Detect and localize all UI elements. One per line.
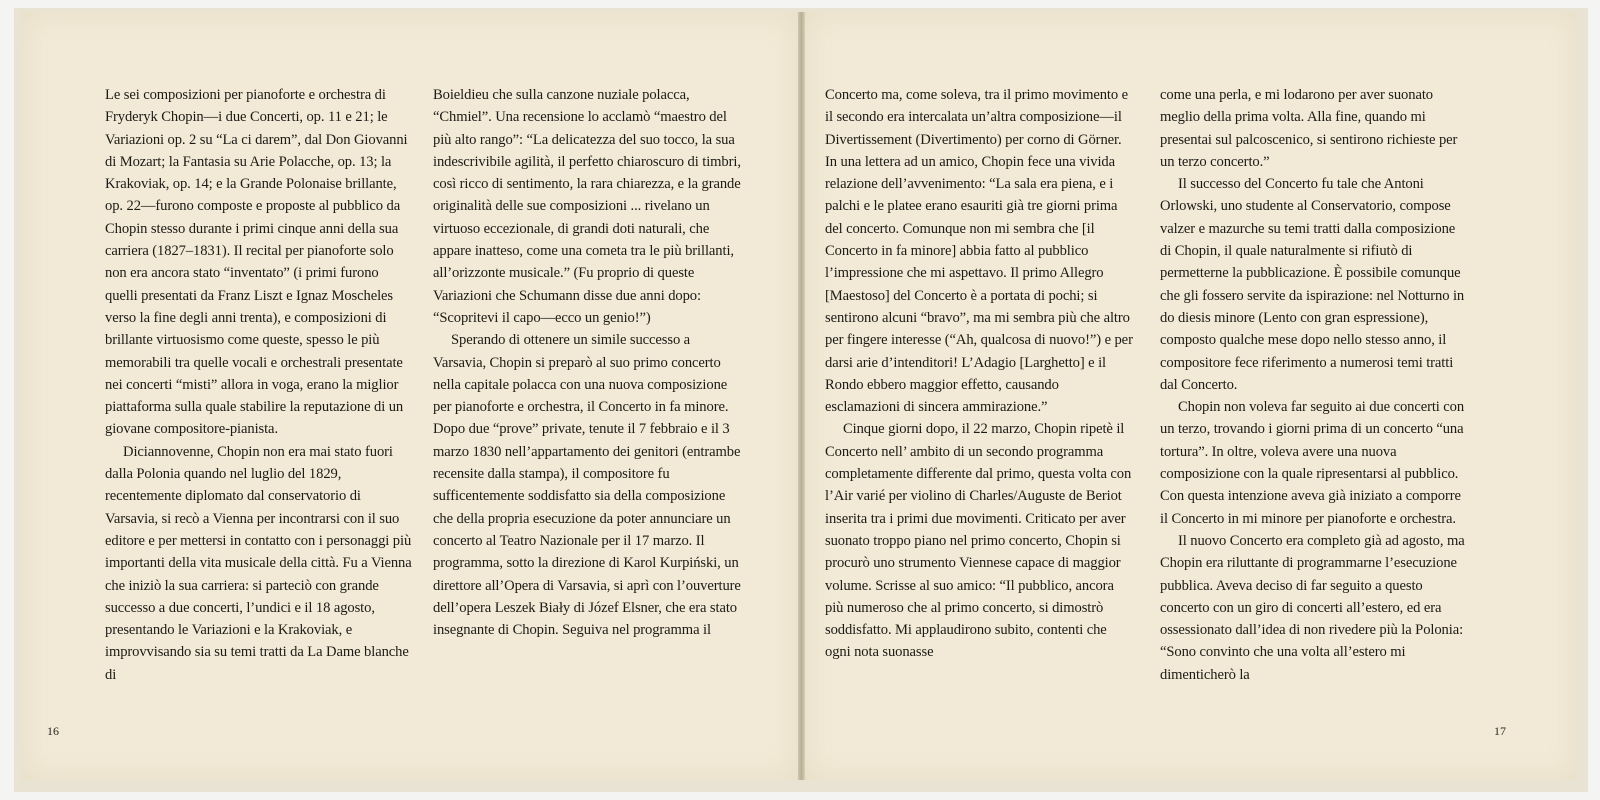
paragraph: come una perla, e mi lodarono per aver suonato meglio della prima volta. Alla fine, quando mi presentai sul palcoscenico, si sentirono richieste per un terzo concerto.” xyxy=(1160,87,1458,170)
paragraph: Cinque giorni dopo, il 22 marzo, Chopin ripetè il Concerto nell’ ambito di un secondo programma completamente differente dal primo, questa volta con l’Air varié per violino di Charles/Auguste de Beriot inserita tra i primi due movimenti. Criticato per aver suonato troppo piano nel primo concerto, Chopin si procurò uno strumento Viennese capace di maggior volume. Scrisse al suo amico: “Il pubblico, ancora più numeroso che al primo concerto, si dimostrò soddisfatto. Mi applaudirono subito, contenti che ogni nota suonasse xyxy=(825,421,1132,661)
right-page-column-1 xyxy=(825,84,1133,664)
paragraph: Concerto ma, come soleva, tra il primo movimento e il secondo era intercalata un’altra composizione—il Divertissement (Divertimento) per corno di Görner. In una lettera ad un amico, Chopin fece una vivida relazione dell’avvenimento: “La sala era piena, e i palchi e le platee erano esauriti già tre giorni prima del concerto. Comunque non mi sembra che [il Concerto in fa minore] abbia fatto al pubblico l’impressione che mi aspettavo. Il primo Allegro [Maestoso] del Concerto è a portata di pochi; si sentirono alcuni “bravo”, ma mi sembra più che altro per fingere interesse (“Ah, qualcosa di nuovo!”) e per darsi arie d’intenditori! L’Adagio [Larghetto] e il Rondo ebbero maggior effetto, causando esclamazioni di sincera ammirazione.” xyxy=(825,87,1133,416)
paragraph: Il nuovo Concerto era completo già ad agosto, ma Chopin era riluttante di programmarne l’esecuzione pubblica. Aveva deciso di far seguito a questo concerto con un giro di concerti all’estero, ed era ossessionato dall’idea di non rivedere più la Polonia: “Sono convinto che una volta all’estero mi dimenticherò la xyxy=(1160,532,1465,683)
book-gutter xyxy=(798,12,805,780)
paragraph: Sperando di ottenere un simile successo a Varsavia, Chopin si preparò al suo primo concerto nella capitale polacca con una nuova composizione per pianoforte e orchestra, il Concerto in fa minore. Dopo due “prove” private, tenute il 7 febbraio e il 3 marzo 1830 nell’appartamento dei genitori (entrambe recensite dalla stampa), il compositore fu sufficentemente soddisfatto sia della composizione che della propria esecuzione da poter annunciare un concerto al Teatro Nazionale per il 17 marzo. Il programma, sotto la direzione di Karol Kurpiński, un direttore all’Opera di Varsavia, si aprì con l’ouverture dell’opera Leszek Biały di Józef Elsner, che era stato insegnante di Chopin. Seguiva nel programma il xyxy=(433,332,741,639)
page-number: 17 xyxy=(1494,724,1506,738)
paragraph: Chopin non voleva far seguito ai due concerti con un terzo, trovando i giorni prima di un concerto “una tortura”. In oltre, voleva avere una nuova composizione con la quale ripresentarsi al pubblico. Con questa intenzione aveva già iniziato a comporre il Concerto in mi minore per pianoforte e orchestra. xyxy=(1160,399,1465,527)
left-page-column-2 xyxy=(433,84,741,641)
paragraph: Diciannovenne, Chopin non era mai stato fuori dalla Polonia quando nel luglio del 1829, recentemente diplomato dal conservatorio di Varsavia, si recò a Vienna per incontrarsi con il suo editore e per mettersi in contatto con i personaggi più importanti della vita musicale della città. Fu a Vienna che iniziò la sua carriera: si parteciò con grande successo a due concerti, l’undici e il 18 agosto, presentando le Variazioni e la Krakoviak, e improvvisando sia su temi tratti da La Dame blanche di xyxy=(105,443,412,683)
paragraph: Il successo del Concerto fu tale che Antoni Orlowski, uno studente al Conservatorio, compose valzer e mazurche su temi tratti dalla composizione di Chopin, il quale naturalmente si rifiutò di permetterne la pubblicazione. È possibile comunque che gli fossero servite da ispirazione: nel Notturno in do diesis minore (Lento con gran espressione), composto qualche mese dopo nello stesso anno, il compositore fece riferimento a numerosi temi tratti dal Concerto. xyxy=(1160,176,1465,393)
paragraph: Boieldieu che sulla canzone nuziale polacca, “Chmiel”. Una recensione lo acclamò “maestro del più alto rango”: “La delicatezza del suo tocco, la sua indescrivibile agilità, il perfetto chiaroscuro di timbri, così ricco di sentimento, la rara chiarezza, e la grande originalità delle sue composizioni ... rivelano un virtuoso eccezionale, di grandi doti naturali, che appare inatteso, come una cometa tra le più brillanti, all’orizzonte musicale.” (Fu proprio di queste Variazioni che Schumann disse due anni dopo: “Scopritevi il capo—ecco un genio!”) xyxy=(433,87,741,326)
page-number: 16 xyxy=(47,724,59,738)
paragraph: Le sei composizioni per pianoforte e orchestra di Fryderyk Chopin—i due Concerti, op. 11 e 21; le Variazioni op. 2 su “La ci darem”, dal Don Giovanni di Mozart; la Fantasia su Arie Polacche, op. 13; la Krakoviak, op. 14; e la Grande Polonaise brillante, op. 22—furono composte e proposte al pubblico da Chopin stesso durante i primi cinque anni della sua carriera (1827–1831). Il recital per pianoforte solo non era ancora stato “inventato” (i primi furono quelli presentati da Franz Liszt e Ignaz Moscheles verso la fine degli anni trenta), e composizioni di brillante virtuosismo come queste, spesso le più memorabili tra quelle vocali e orchestrali presentate nei concerti “misti” allora in voga, erano la miglior piattaforma sulla quale stabilire la reputazione di un giovane compositore-pianista. xyxy=(105,87,408,438)
right-page-column-2 xyxy=(1160,84,1468,686)
left-page-column-1 xyxy=(105,84,413,686)
